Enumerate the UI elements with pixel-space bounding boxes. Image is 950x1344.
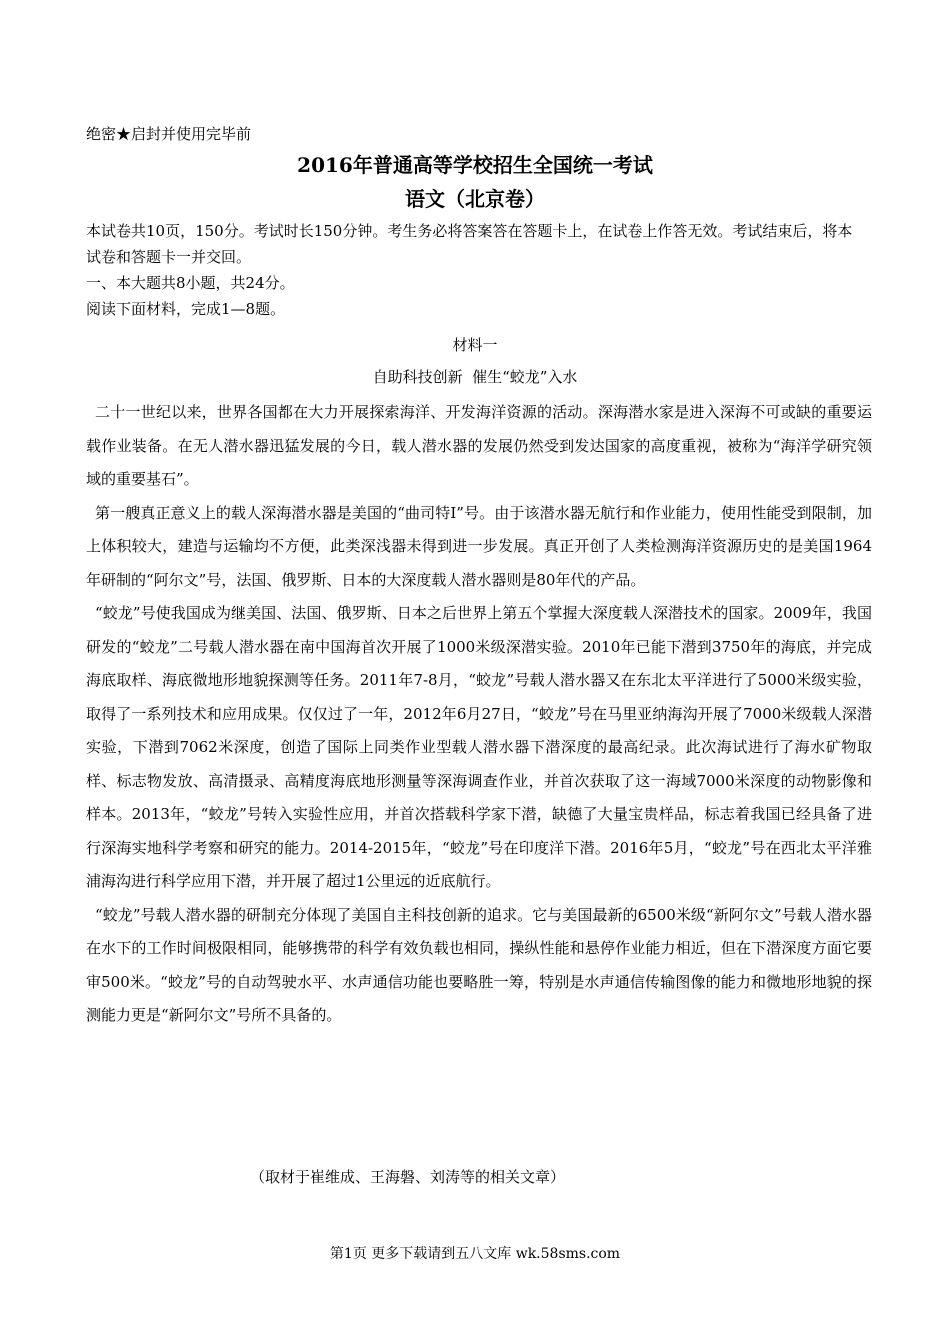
article-paragraph: “蛟龙”号使我国成为继美国、法国、俄罗斯、日本之后世界上第五个掌握大深度载人深潜技术的国家。2009年，我国研发的“蛟龙”二号载人潜水器在南中国海首次开展了1000米级深潜实验。2010年已能下潜到3750年的海底，并完成海底取样、海底微地形地貌探测等任务。2011年7-8月，“蛟龙”号载人潜水器又在东北太平洋进行了5000米级实验，取得了一系列技术和应用成果。仅仅过了一年，2012年6月27日，“蛟龙”号在马里亚纳海沟开展了7000米级载人深潜实验，下潜到7062米深度，创造了国际上同类作业型载人潜水器下潜深度的最高纪录。此次海试进行了海水矿物取样、标志物发放、高清摄录、高精度海底地形测量等深海调查作业，并首次获取了这一海域7000米深度的动物影像和样本。2013年，“蛟龙”号转入实验性应用，并首次搭载科学家下潜，缺德了大量宝贵样品，标志着我国已经具备了进行深海实地科学考察和研究的能力。2014-2015年，“蛟龙”号在印度洋下潜。2016年5月，“蛟龙”号在西北太平洋雅浦海沟进行科学应用下潜，并开展了超过1公里远的近底航行。	[86, 604, 872, 890]
article-paragraph: 第一艘真正意义上的载人深海潜水器是美国的“曲司特I”号。由于该潜水器无航行和作业能力，使用性能受到限制，加上体积较大，建造与运输均不方便，此类深浅器未得到进一步发展。真正开创了人类检测海洋资源历史的是美国1964年研制的“阿尔文”号，法国、俄罗斯、日本的大深度载人潜水器则是80年代的产品。	[86, 503, 872, 589]
article-paragraph: 二十一世纪以来，世界各国都在大力开展探索海洋、开发海洋资源的活动。深海潜水家是进入深海不可或缺的重要运载作业装备。在无人潜水器迅猛发展的今日，载人潜水器的发展仍然受到发达国家的高度重视，被称为“海洋学研究领域的重要基石”。	[86, 403, 872, 488]
reading-instruction: 阅读下面材料，完成1—8题。	[86, 300, 286, 318]
article-paragraph: “蛟龙”号载人潜水器的研制充分体现了美国自主科技创新的追求。它与美国最新的6500米级“新阿尔文”号载人潜水器在水下的工作时间极限相同，能够携带的科学有效负载也相同，操纵性能和悬停作业能力相近，但在下潜深度方面它要审500米。“蛟龙”号的自动驾驶水平、水声通信功能也要略胜一筹，特别是水声通信传输图像的能力和微地形地貌的探测能力更是“新阿尔文”号所不具备的。	[86, 905, 872, 1024]
article-source: （取材于崔维成、王海磐、刘涛等的相关文章）	[250, 1168, 566, 1186]
exam-notice: 本试卷共10页，150分。考试时长150分钟。考生务必将答案答在答题卡上，在试卷上作答无效。考试结束后，将本试卷和答题卡一并交回。	[86, 222, 853, 266]
page-footer: 第1页 更多下载请到五八文库 wk.58sms.com	[329, 1246, 621, 1262]
intro-block	[86, 218, 866, 322]
exam-title: 2016年普通高等学校招生全国统一考试	[297, 153, 653, 177]
exam-subtitle: 语文（北京卷）	[405, 187, 545, 211]
article-body	[86, 396, 872, 1033]
section-heading: 一、本大题共8小题，共24分。	[86, 274, 295, 292]
material-label: 材料一	[452, 336, 498, 354]
confidential-notice: 绝密★启封并使用完毕前	[86, 125, 252, 143]
material-title: 自助科技创新 催生“蛟龙”入水	[372, 368, 578, 386]
